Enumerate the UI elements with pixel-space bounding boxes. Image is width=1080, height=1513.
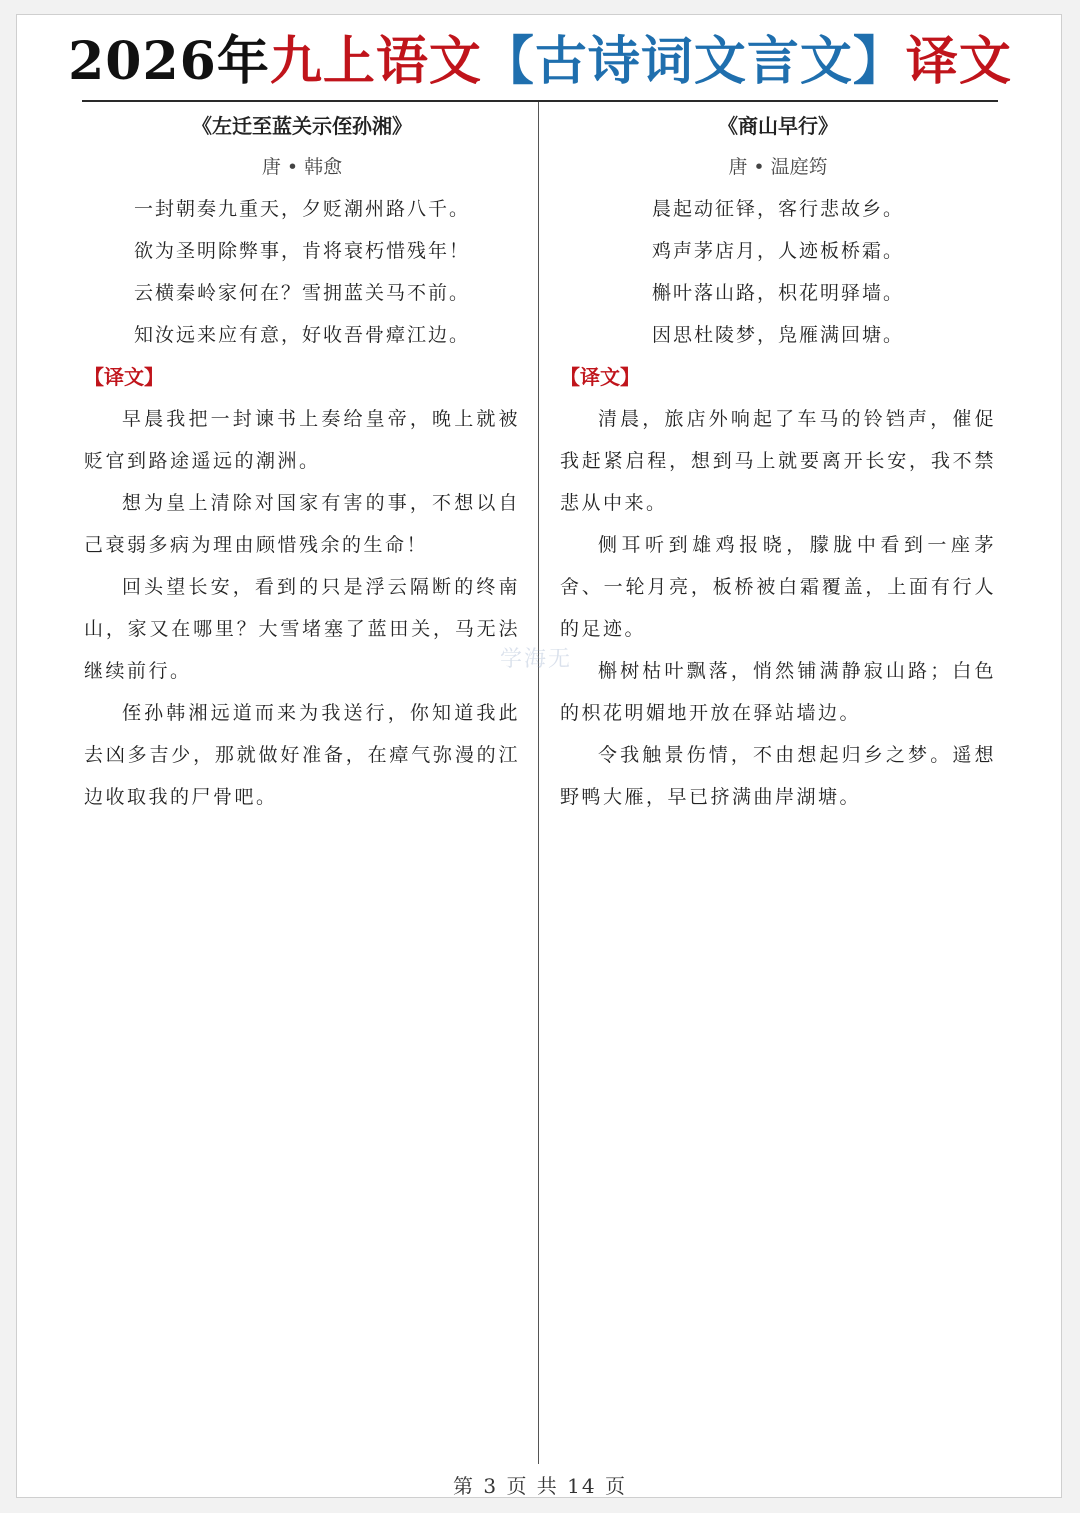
translation-tag: 【译文】 (84, 365, 164, 389)
poem-line: 云横秦岭家何在？雪拥蓝关马不前。 (133, 282, 470, 304)
translation-paragraph: 回头望长安，看到的只是浮云隔断的终南山，家又在哪里？大雪堵塞了蓝田关，马无法继续前行。 (84, 576, 520, 682)
poem-line: 鸡声茅店月，人迹板桥霜。 (651, 240, 904, 262)
title-year: 2026年 (68, 31, 270, 92)
poem-line: 槲叶落山路，枳花明驿墙。 (651, 282, 904, 304)
translation-paragraph: 槲树枯叶飘落，悄然铺满静寂山路；白色的枳花明媚地开放在驿站墙边。 (560, 660, 996, 724)
poem-title: 《商山早行》 (718, 114, 838, 138)
title-category: 【古诗词文言文】 (481, 31, 906, 92)
right-column (560, 106, 996, 818)
watermark: 学海无 (500, 647, 573, 672)
poem-title: 《左迁至蓝关示侄孙湘》 (192, 114, 412, 138)
poem-line: 因思杜陵梦，凫雁满回塘。 (651, 324, 904, 346)
translation-tag: 【译文】 (560, 365, 640, 389)
column-divider (538, 102, 539, 1464)
translation-paragraph: 清晨，旅店外响起了车马的铃铛声，催促我赶紧启程，想到马上就要离开长安，我不禁悲从中来。 (560, 408, 996, 514)
translation-paragraph: 侄孙韩湘远道而来为我送行，你知道我此去凶多吉少，那就做好准备，在瘴气弥漫的江边收取我的尸骨吧。 (84, 702, 520, 808)
page-number: 第 3 页 共 14 页 (453, 1474, 627, 1498)
page-title (0, 26, 1080, 98)
left-column (84, 106, 520, 818)
translation-paragraph: 想为皇上清除对国家有害的事，不想以自己衰弱多病为理由顾惜残余的生命！ (84, 492, 520, 556)
title-divider (82, 100, 998, 102)
poem-line: 晨起动征铎，客行悲故乡。 (651, 198, 904, 220)
translation-paragraph: 令我触景伤情，不由想起归乡之梦。遥想野鸭大雁，早已挤满曲岸湖塘。 (560, 744, 996, 808)
title-subject: 九上语文 (269, 31, 482, 92)
poem-line: 知汝远来应有意，好收吾骨瘴江边。 (133, 324, 470, 346)
translation-paragraph: 早晨我把一封谏书上奏给皇帝，晚上就被贬官到路途遥远的潮洲。 (84, 408, 520, 472)
poem-author: 唐 • 温庭筠 (728, 156, 828, 178)
translation-paragraph: 侧耳听到雄鸡报晓，朦胧中看到一座茅舍、一轮月亮，板桥被白霜覆盖，上面有行人的足迹。 (560, 534, 996, 640)
poem-line: 欲为圣明除弊事，肯将衰朽惜残年！ (133, 240, 470, 262)
poem-author: 唐 • 韩愈 (261, 156, 343, 178)
title-translation: 译文 (905, 31, 1012, 92)
poem-line: 一封朝奏九重天，夕贬潮州路八千。 (133, 198, 470, 220)
